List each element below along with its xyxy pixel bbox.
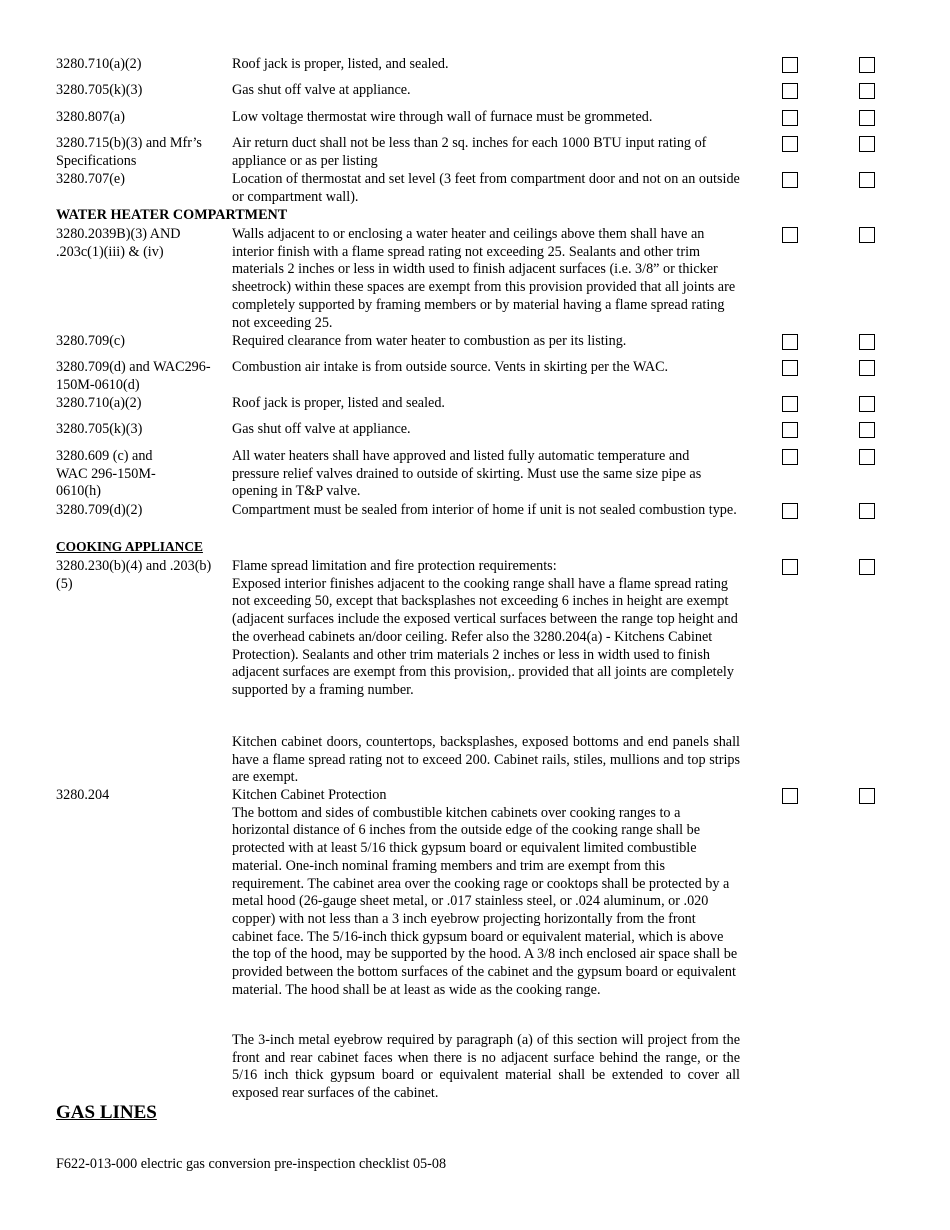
checkbox-fail[interactable] — [859, 449, 875, 465]
requirement-text — [232, 558, 740, 700]
requirement-text: Low voltage thermostat wire through wall of furnace must be grommeted. — [232, 109, 653, 125]
checkbox-fail[interactable] — [859, 503, 875, 519]
requirement-title: Flame spread limitation and fire protection requirements: — [232, 558, 557, 574]
document-footer: F622-013-000 electric gas conversion pre-inspection checklist 05-08 — [56, 1156, 447, 1172]
code-reference: 3280.707(e) — [56, 171, 125, 187]
code-reference: 3280.710(a)(2) — [56, 395, 142, 411]
requirement-text: Required clearance from water heater to combustion as per its listing. — [232, 333, 627, 349]
section-heading-cooking-appliance: COOKING APPLIANCE — [56, 539, 203, 554]
checkbox-fail[interactable] — [859, 227, 875, 243]
requirement-text: Gas shut off valve at appliance. — [232, 82, 411, 98]
checkbox-pass[interactable] — [782, 396, 798, 412]
requirement-text: Roof jack is proper, listed and sealed. — [232, 395, 445, 411]
code-reference: 3280.2039B)(3) AND .203c(1)(iii) & (iv) — [56, 226, 181, 260]
requirement-title: Kitchen Cabinet Protection — [232, 787, 387, 803]
checkbox-fail[interactable] — [859, 360, 875, 376]
requirement-text: Location of thermostat and set level (3 feet from compartment door and not on an outside or compartment wall). — [232, 171, 740, 205]
checkbox-pass[interactable] — [782, 449, 798, 465]
code-reference: 3280.807(a) — [56, 109, 125, 125]
checkbox-pass[interactable] — [782, 360, 798, 376]
requirement-text: The 3-inch metal eyebrow required by paragraph (a) of this section will project from the front and rear cabinet faces when there is no adjacent surface behind the range, or the 5/16 inch thick gypsum board or equivalent material shall be extended to cover all exposed rear surfaces of the cabinet. — [232, 1032, 740, 1102]
code-reference: 3280.705(k)(3) — [56, 82, 143, 98]
code-reference: 3280.709(d)(2) — [56, 502, 143, 518]
code-reference: 3280.230(b)(4) and .203(b)(5) — [56, 558, 212, 592]
checkbox-pass[interactable] — [782, 83, 798, 99]
checkbox-pass[interactable] — [782, 172, 798, 188]
requirement-body: The bottom and sides of combustible kitchen cabinets over cooking ranges to a horizontal distance of 6 inches from the outside edge of the cooking range shall be protected with at least 5/16 thick gypsum board or equivalent limited combustible material. One-inch nominal framing members and trim are exempt from this requirement. The cabinet area over the cooking rage or cooktops shall be protected by a metal hood (26-gauge sheet metal, or .017 stainless steel, or .024 aluminum, or .020 copper) with not less than a 3 inch eyebrow projecting horizontally from the front cabinet face. The 5/16-inch thick gypsum board or equivalent material, which is above the top of the hood, may be supported by the hood. A 3/8 inch enclosed air space shall be provided between the bottom surfaces of the cabinet and the gypsum board or equivalent material. The hood shall be at least as wide as the cooking range. — [232, 804, 738, 998]
checkbox-pass[interactable] — [782, 334, 798, 350]
requirement-body: Exposed interior finishes adjacent to the cooking range shall have a flame spread rating not exceeding 50, except that backsplashes not exceeding 6 inches in height are exempt (adjacent surfaces include the exposed vertical surfaces between the range top height and the overhead cabinets an/door ceiling. Refer also the 3280.204(a) - Kitchens Cabinet Protection). Sealants and other trim materials 2 inches or less in width used to finish adjacent surfaces are exempt from this provision,. provided that all joints are completely supported by a framing number. — [232, 575, 738, 698]
code-reference: 3280.710(a)(2) — [56, 56, 142, 72]
checkbox-fail[interactable] — [859, 136, 875, 152]
checkbox-pass[interactable] — [782, 57, 798, 73]
checkbox-fail[interactable] — [859, 396, 875, 412]
checkbox-fail[interactable] — [859, 334, 875, 350]
requirement-text: Compartment must be sealed from interior of home if unit is not sealed combustion type. — [232, 502, 737, 518]
code-reference: 3280.715(b)(3) and Mfr’s Specifications — [56, 135, 202, 169]
code-reference: 3280.609 (c) and WAC 296-150M-0610(h) — [56, 448, 156, 500]
checkbox-pass[interactable] — [782, 788, 798, 804]
code-reference: 3280.709(c) — [56, 333, 125, 349]
section-heading-gas-lines: GAS LINES — [56, 1102, 157, 1123]
section-heading-water-heater: WATER HEATER COMPARTMENT — [56, 207, 288, 223]
checkbox-pass[interactable] — [782, 422, 798, 438]
checkbox-pass[interactable] — [782, 110, 798, 126]
checkbox-fail[interactable] — [859, 83, 875, 99]
requirement-text: All water heaters shall have approved and listed fully automatic temperature and pressure relief valves drained to outside of skirting. Must use the same size pipe as opening in T&P valve. — [232, 448, 702, 500]
checkbox-pass[interactable] — [782, 136, 798, 152]
code-reference: 3280.705(k)(3) — [56, 421, 143, 437]
checkbox-fail[interactable] — [859, 788, 875, 804]
checkbox-fail[interactable] — [859, 110, 875, 126]
requirement-text — [232, 787, 740, 999]
checkbox-pass[interactable] — [782, 227, 798, 243]
checkbox-pass[interactable] — [782, 503, 798, 519]
requirement-text: Air return duct shall not be less than 2 sq. inches for each 1000 BTU input rating of appliance or as per listing — [232, 135, 707, 169]
code-reference: 3280.709(d) and WAC296-150M-0610(d) — [56, 359, 211, 393]
requirement-text: Walls adjacent to or enclosing a water heater and ceilings above them shall have an interior finish with a flame spread rating not exceeding 25. Sealants and other trim materials 2 inches or less in width used to finish adjacent surfaces (i.e. 3/8” or thicker sheetrock) within these spaces are exempt from this provision provided that all joints are completely supported by framing members or by material having a flame spread rating not exceeding 25. — [232, 226, 736, 331]
checkbox-pass[interactable] — [782, 559, 798, 575]
checkbox-fail[interactable] — [859, 559, 875, 575]
requirement-text: Kitchen cabinet doors, countertops, backsplashes, exposed bottoms and end panels shall have a flame spread rating not to exceed 200. Cabinet rails, stiles, mullions and top strips are exempt. — [232, 734, 740, 786]
checkbox-fail[interactable] — [859, 422, 875, 438]
requirement-text: Gas shut off valve at appliance. — [232, 421, 411, 437]
checkbox-fail[interactable] — [859, 172, 875, 188]
code-reference: 3280.204 — [56, 787, 110, 803]
requirement-text: Combustion air intake is from outside source. Vents in skirting per the WAC. — [232, 359, 669, 375]
checkbox-fail[interactable] — [859, 57, 875, 73]
requirement-text: Roof jack is proper, listed, and sealed. — [232, 56, 449, 72]
